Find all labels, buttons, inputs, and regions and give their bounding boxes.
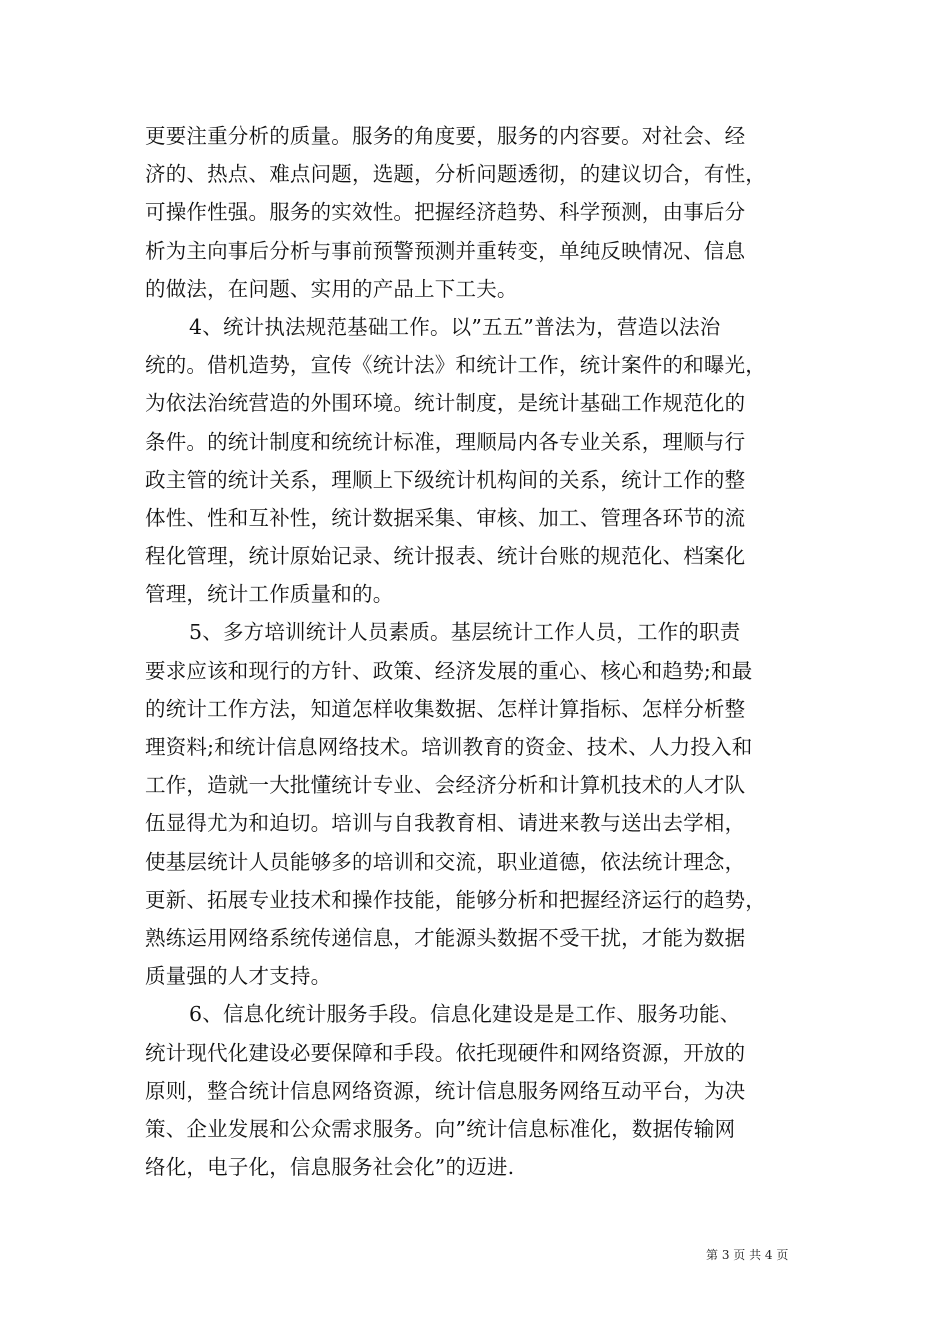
text-line: 工作，造就一大批懂统计专业、会经济分析和计算机技术的人才队 — [145, 773, 746, 798]
text-line: 程化管理，统计原始记录、统计报表、统计台账的规范化、档案化 — [145, 544, 746, 569]
paragraph-start-line: 4、统计执法规范基础工作。以”五五”普法为，营造以法治 — [189, 314, 721, 339]
text-line: 管理，统计工作质量和的。 — [145, 582, 394, 607]
text-line: 使基层统计人员能够多的培训和交流，职业道德，依法统计理念， — [145, 849, 746, 874]
text-line: 络化，电子化，信息服务社会化”的迈进. — [145, 1155, 515, 1180]
text-line: 要求应该和现行的方针、政策、经济发展的重心、核心和趋势;和最 — [145, 658, 753, 683]
text-line: 的统计工作方法，知道怎样收集数据、怎样计算指标、怎样分析整 — [145, 696, 746, 721]
text-line: 政主管的统计关系，理顺上下级统计机构间的关系，统计工作的整 — [145, 467, 746, 492]
text-line: 统的。借机造势，宣传《统计法》和统计工作，统计案件的和曝光， — [145, 353, 766, 378]
page-number: 第 3 页 共 4 页 — [706, 1248, 789, 1262]
document-body — [145, 117, 820, 1186]
text-line: 体性、性和互补性，统计数据采集、审核、加工、管理各环节的流 — [145, 505, 746, 530]
text-line: 为依法治统营造的外围环境。统计制度，是统计基础工作规范化的 — [145, 391, 746, 416]
text-line: 更新、拓展专业技术和操作技能，能够分析和把握经济运行的趋势， — [145, 887, 766, 912]
text-line: 理资料;和统计信息网络技术。培训教育的资金、技术、人力投入和 — [145, 735, 753, 759]
paragraph-start-line: 5、多方培训统计人员素质。基层统计工作人员，工作的职责 — [189, 620, 741, 645]
text-line: 统计现代化建设必要保障和手段。依托现硬件和网络资源，开放的 — [145, 1040, 746, 1065]
text-line: 条件。的统计制度和统统计标准，理顺局内各专业关系，理顺与行 — [145, 429, 746, 454]
text-line: 的做法，在问题、实用的产品上下工夫。 — [145, 276, 518, 301]
text-line: 质量强的人才支持。 — [145, 964, 332, 989]
text-line: 策、企业发展和公众需求服务。向”统计信息标准化，数据传输网 — [145, 1116, 736, 1141]
text-line: 济的、热点、难点问题，选题，分析问题透彻，的建议切合，有性， — [145, 162, 766, 187]
text-line: 熟练运用网络系统传递信息，才能源头数据不受干扰，才能为数据 — [145, 925, 746, 950]
text-line: 原则，整合统计信息网络资源，统计信息服务网络互动平台，为决 — [145, 1078, 746, 1103]
text-line: 可操作性强。服务的实效性。把握经济趋势、科学预测，由事后分 — [145, 200, 746, 225]
text-line: 伍显得尤为和迫切。培训与自我教育相、请进来教与送出去学相， — [145, 811, 746, 836]
text-line: 更要注重分析的质量。服务的角度要，服务的内容要。对社会、经 — [145, 124, 746, 148]
text-line: 析为主向事后分析与事前预警预测并重转变，单纯反映情况、信息 — [145, 238, 746, 263]
paragraph-start-line: 6、信息化统计服务手段。信息化建设是是工作、服务功能、 — [189, 1002, 741, 1027]
